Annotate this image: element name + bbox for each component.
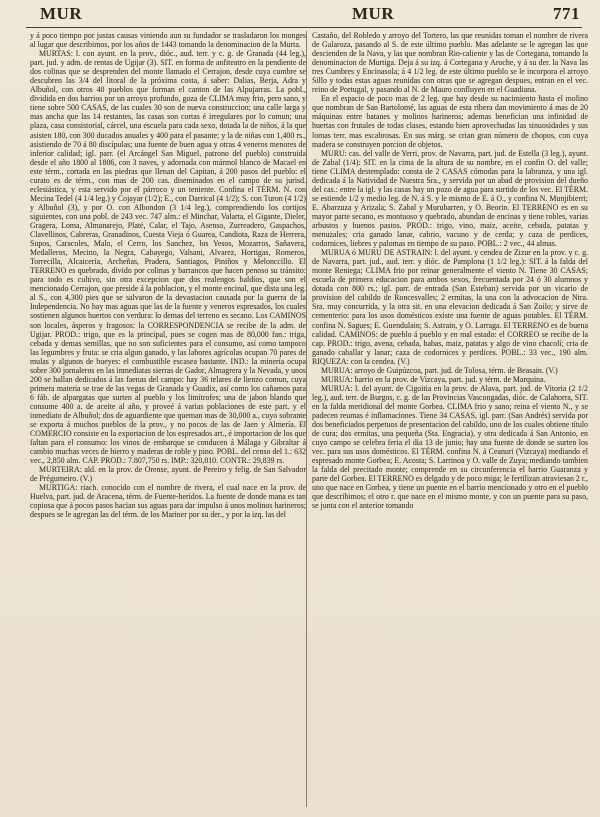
entry-murua-astrain: MURUA ó MURU DE ASTRAIN: l. del ayunt. y cendea de Zizur en la prov. y c. g. de Navarra, part. jud., aud. terr. y dióc. de Pamplona (1 1/2 leg.): SIT. á la falda del monte Reniega; CLIMA frio por reinar generalmente el viento N. Tiene 30 CASAS; escuela de primera educacion para ambos sexos, frecuentada por 24 ó 30 alumnos y dotada con 800 rs.; igl. parr. de entrada (San Esteban) servida por un vicario de provision del cabildo de Roncesvalles; 2 ermitas, la una con la advocacion de Ntra. Sra. muy concurrida, y la otra sit. en una elevacion dedicada á San Zoilo; y sirve de cementerio: para los usos domésticos existe una fuente de aguas potables. El TÉRM. confina N. Sagues; E. Guendulain; S. Astrain, y O. Larraga. El TERRENO es de buena calidad. CAMINOS: de pueblo á pueblo y en mal estado: el CORREO se recibe de la cap. PROD.: trigo, avena, cebada, habas, maiz, patatas y algo de vino chacolí; cria de ganado caballar y lanar; caza de codornices y perdices. POBL.: 33 vec., 190 alm. RIQUEZA: con la cendea. (V.)	[312, 248, 588, 366]
right-column	[312, 31, 588, 807]
header-left-word: MUR	[40, 4, 83, 23]
entry-murua-barrio: MURUA: barrio en la prov. de Vizcaya, part. jud. y térm. de Marquina.	[321, 374, 546, 384]
running-header	[30, 4, 582, 24]
page-number: 771	[553, 4, 580, 23]
entry-muru: MURU: cas. del valle de Yerri, prov. de Navarra, part. jud. de Estella (3 leg.), ayunt. de Zabal (1/4): SIT. en la cima de la altura de su nombre, en el confin O. del valle; tiene CLIMA destemplado: consta de 2 CASAS cómodas para la labranza, y una igl. dedicada á la Natividad de Nuestra Sra., y servida por un abad de provision del dueño del cas.: entre la igl. y las casas hay un pozo de agua para surtido de los vec. El TÉRM. se estiende 1/2 y medio leg. de N. á S. y le mismo de E. á O., y confina N. Munjibierri; E. Abarzuza y Arizala; S. Zabal y Murubarren, y O. Beorin. El TERRENO es en su mayor parte secano, es montuoso y quebrado, abundan de encinas y tiene robles, varias arbustos y buenos pastos. PROD.: trigo, vino, maiz, aceite, cebada, patatas y menuzales; cria ganado lanar, cabrio, vacuno y de cerda; y caza de perdices, codornices, liebres y palomas en tiempo de su paso. POBL.: 2 vec., 44 almas.	[312, 148, 588, 249]
header-center-word: MUR	[352, 4, 395, 23]
entry-murtas: MURTAS: l. con ayunt. en la prov., dióc., aud. terr. y c. g. de Granada (44 leg.), part. jud. y adm. de rentas de Ugijar (3). SIT. en forma de anfiteatro en la pendiente de dos colinas que se desprenden del monte llamado el Cerrajon, desde cuya cumbre se descubren las 3/4 del litoral de la próxima costa, á saber: Dalias, Berja, Adra y Albuñol, con otros 40 pueblos que forman el canton de las Alpujarras. La pobl., dividida en dos barrios por un arroyo profundo, goza de CLIMA muy frio, pero sano, y tiene sobre 500 CASAS, de las cuales 30 son de nueva construccion; una calle larga y mas ancha que las 14 restantes, las casas son cortas é irregulares por lo comun; una plaza, casa consistorial, cárcel, una escuela para cada sexo, dotada la de niños, á la que asisten 180, con 300 ducados anuales y 400 para el pasante; y la de niñas con 1,400 rs., asistiendo de 70 á 80 discípulas; una fuente de buen agua y otras 4 veneros menores de inferior calidad; igl. parr. (el Arcángel San Miguel, patrono del pueblo) construida desde el año 1800 al 1806, con 3 naves, y adornada con mármol blanco de Macael en este térm., cortada en las piedras que llenan del Capitan, á 200 pasos del pueblo: el curato es de térm., con mas de 200 cas. diseminados en el campo de su jurisd. eclesiástica, y esta servido por el párroco y un teniente. Confina el TÉRM. N. con Mecina Tedel (4 1/4 leg.) y Cojayar (1/2); E., con Darrical (4 1/2); S. con Turon (4 1/2) y Albuñol (3), y por O. con Albondon (3 1/4 leg.), comprendiendo los cortijos siguientes, con una pobl. de 243 vec. 747 alm.: el Minchar, Valarta, el Gigante, Dieler, Gragera, Loma, Almanarejo, Platé, Calar, el Tajo, Asenso, Zurreadero, Gaspachos, Clavellinos, Cabreras, Granadinos, Cuesta Vieja ó Guarea, Candiota, Raza de Herrera, Supos, Caracoles, Malo, el Cerro, los Sanchez, los Yesos, Mozarros, Sañavera, Medalleros, Mecino, la Negra, Cabayego, Valsani, Alvarez, Hortigas, Romeros, Torrecilla, Alcaicería, Archeñas, Pradera, Santiagos, Piniños y Melonccillo. El TERRENO es quebrado, divido por colinas y barrancos que hacen penoso su tránsito: para todo es cultivo, sin otra excepcion que dos realengos baldíos, que son el mencionado Cerrajon, que preside á la poblacion, y el monte encinal, que dista una leg. al S., con 4,300 pies que se salvaron de la devastacion causada por la guerra de la Independencia. No hay mas aguas que las de la fuente y veneros espresados, los cuales sostienen algunos huertos con verdura: lo demas del terreno es secano. Los CAMINOS son locales, ásperos y fragosos: la CORRESPONDENCIA se recibe de la adm. de Ugijar. PROD.: trigo, que es la principal, pues se cogen mas de 80,000 fan.: triga, cebada y demas semillas, que no son suficientes para el consumo, así como tampoco las legumbres y fruta: se cria algun ganado, y las labores agrícolas ocupan 70 pares de mulas y algunos de bueyes: el combustible escasea bastante. IND.: la minería ocupa sobre 300 jornaleros en las inmediatas sierras de Gador, Almagrera y la Nevada, y unos 200 se hallan dedicados á las faenas del campo: hay 36 telares de lienzo comun, cuya primera materia se trae de las vegas de Granada y Guadix, así como los cañamos para 6 fáb. de alpargatas que surten al pueblo y los limítrofes; una de jabon blando que consume 400 a. de aceite al año, y proveé á varias poblaciones de este part. y el inmediato de Albuñol; dos de aguardiente que queman mas de 30,000 a., cuyo sobrante se exporta á muchos pueblos de la prov., y no pocos de las de Jaen y Almería. El COMERCIO consiste en la exportacion de los espresados art., é importacion de los que faltan para el consumo: los vinos de embarque se conducen á Málaga y Gibraltar á cambio muchas veces de hierro y maderas de roble y pino. POBL. del censo del 1.: 632 vec., 2,850 alm. CAP. PROD.: 7.807,750 rs. IMP.: 320,810. CONTR.: 29,839 rs.	[30, 49, 306, 466]
entry-murteira: MURTEIRA: ald. en la prov. de Orense, ayunt. de Pereiro y felig. de San Salvador de Prégumeiro. (V.)	[30, 465, 306, 484]
entry-murtiga: MURTIGA: riach. conocido con el nombre de rivera, el cual nace en la prov. de Huelva, part. jud. de Aracena, térm. de Fuente-heridos. La fuente de donde mana es tan copiosa que á pocos pasos hacian sus aguas para dar impulso á unos molinos harineros; despues se le agregan las del térm. de los Mariner por su der., y por la izq. las del	[30, 483, 306, 520]
header-rule	[26, 27, 582, 28]
entry-murua-alava: MURUA: l. del ayunt. de Cigoitia en la prov. de Alava, part. jud. de Vitoria (2 1/2 leg.), aud. terr. de Burgos, c. g. de las Provincias Vascongadas, dióc. de Calahorra, SIT. en la falda meridional del monte Gorbea. CLIMA frio y sano; reina el viento N., y se padecen reumas é inflamaciones. Tiene 34 CASAS, igl. parr. (San Andrés) servida por dos beneficiados perpetuos de presentacion del cabildo, uno de los cuales obtiene título de cura; dos ermitas, una pequeña (Sta. Engracia), y otra dedicada á San Antonio, en cuyo campo se celebra feria el dia 13 de junio; hay una fuente de donde se surten los vec. para sus usos domésticos. El TÉRM. confina N. á Ceanuri (Vizcaya) mediando el espresado monte Gorbea; E. Acosta; S. Larrinoa y O. valle de Zuya; mediando tambien la falda del precitado monte; comprende en su circunferencia el barrio Guaranza y parte del Gorbea. El TERRENO es delgado y de poco miga; le fertilizan atraviesan 2 r., uno que nace en Gorbea, y tiene un puente en el barrio mencionado y otro en el pueblo que describimos; el otro r. que nace en el mismo monte, y con un puente para su paso, se junta con el anterior tomando	[312, 383, 588, 511]
entry-paragraph: En el espacio de poco mas de 2 leg. que hay desde su nacimiento hasta el molino que nombran de San Bartolomé, las aguas de esta ribera dan movimiento á mas de 20 máquinas entre batanes y molinos harineros; ademas benefician una infinidad de huertas con frutales de todas clases, estando bien aprovechadas las sinuosidades y sus lomas terr. mas escabrosas. En sus márg. se crian gran número de chopos, con cuya madera se construyen porcion de objetos.	[312, 94, 588, 149]
left-column	[30, 31, 306, 807]
entry-paragraph: Castaño, del Robledo y arroyo del Tortero, las que reunidas toman el nombre de rivera de Galaroza, pasando al S. de este último pueblo. Mas adelante se le agregan las que descienden de la Nava, y las que nombran Rio-caliente y las de Cortegana, tomando la denominacion de Murtiga. Deja á su izq. á Cortegana y Aroche, y á su der. la Nava las tres Cumbres y Encinasola; á 4 1/2 leg. de este último pueblo se le incorpora el arroyo Sillo y todas estas aguas reunidas con otras que se agregan despues, entran en el vec. reino de Portugal, y pasando al N. de Mauro confluyen en el Guadiana.	[312, 31, 588, 95]
column-divider	[306, 31, 307, 807]
entry-murua-arroyo: MURUA: arroyo de Guipúzcoa, part. jud. de Tolosa, térm. de Beasain. (V.)	[321, 365, 558, 375]
entry-paragraph: y á poco tiempo por justas causas viniendo aun su fundador se trasladaron los monges al lugar que describimos, por los años de 1443 tomando la denominacion de la Murta.	[30, 31, 306, 50]
